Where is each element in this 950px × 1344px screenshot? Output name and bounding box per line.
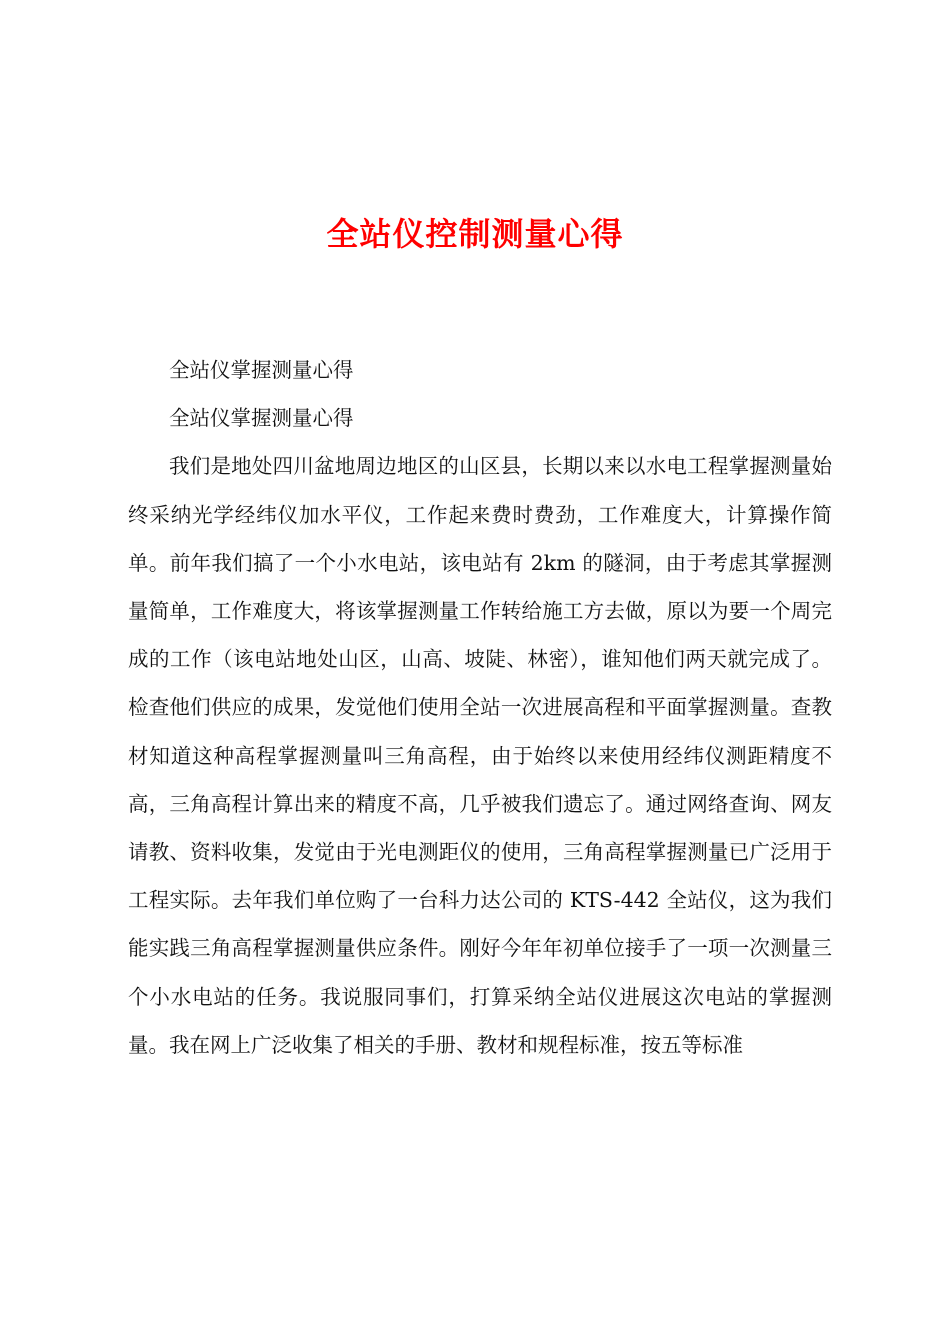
subtitle-line: 全站仪掌握测量心得 xyxy=(169,406,354,431)
subtitle-line: 全站仪掌握测量心得 xyxy=(169,358,354,382)
document-body xyxy=(128,346,832,1069)
document-title: 全站仪控制测量心得 xyxy=(326,215,624,253)
body-paragraph: 我们是地处四川盆地周边地区的山区县，长期以来以水电工程掌握测量始终采纳光学经纬仪加水平仪，工作起来费时费劲，工作难度大，计算操作简单。前年我们搞了一个小水电站，该电站有 2km 的隧洞，由于考虑其掌握测量简单，工作难度大，将该掌握测量工作转给施工方去做，原以为要一个周完成的工作（该电站地处山区，山高、坡陡、林密），谁知他们两天就完成了。检查他们供应的成果，发觉他们使用全站一次进展高程和平面掌握测量。查教材知道这种高程掌握测量叫三角高程，由于始终以来使用经纬仪测距精度不高，三角高程计算出来的精度不高，几乎被我们遗忘了。通过网络查询、网友请教、资料收集，发觉由于光电测距仪的使用，三角高程掌握测量已广泛用于工程实际。去年我们单位购了一台科力达公司的 KTS-442 全站仪，这为我们能实践三角高程掌握测量供应条件。刚好今年年初单位接手了一项一次测量三个小水电站的任务。我说服同事们，打算采纳全站仪进展这次电站的掌握测量。我在网上广泛收集了相关的手册、教材和规程标准，按五等标准 xyxy=(128,454,832,1057)
